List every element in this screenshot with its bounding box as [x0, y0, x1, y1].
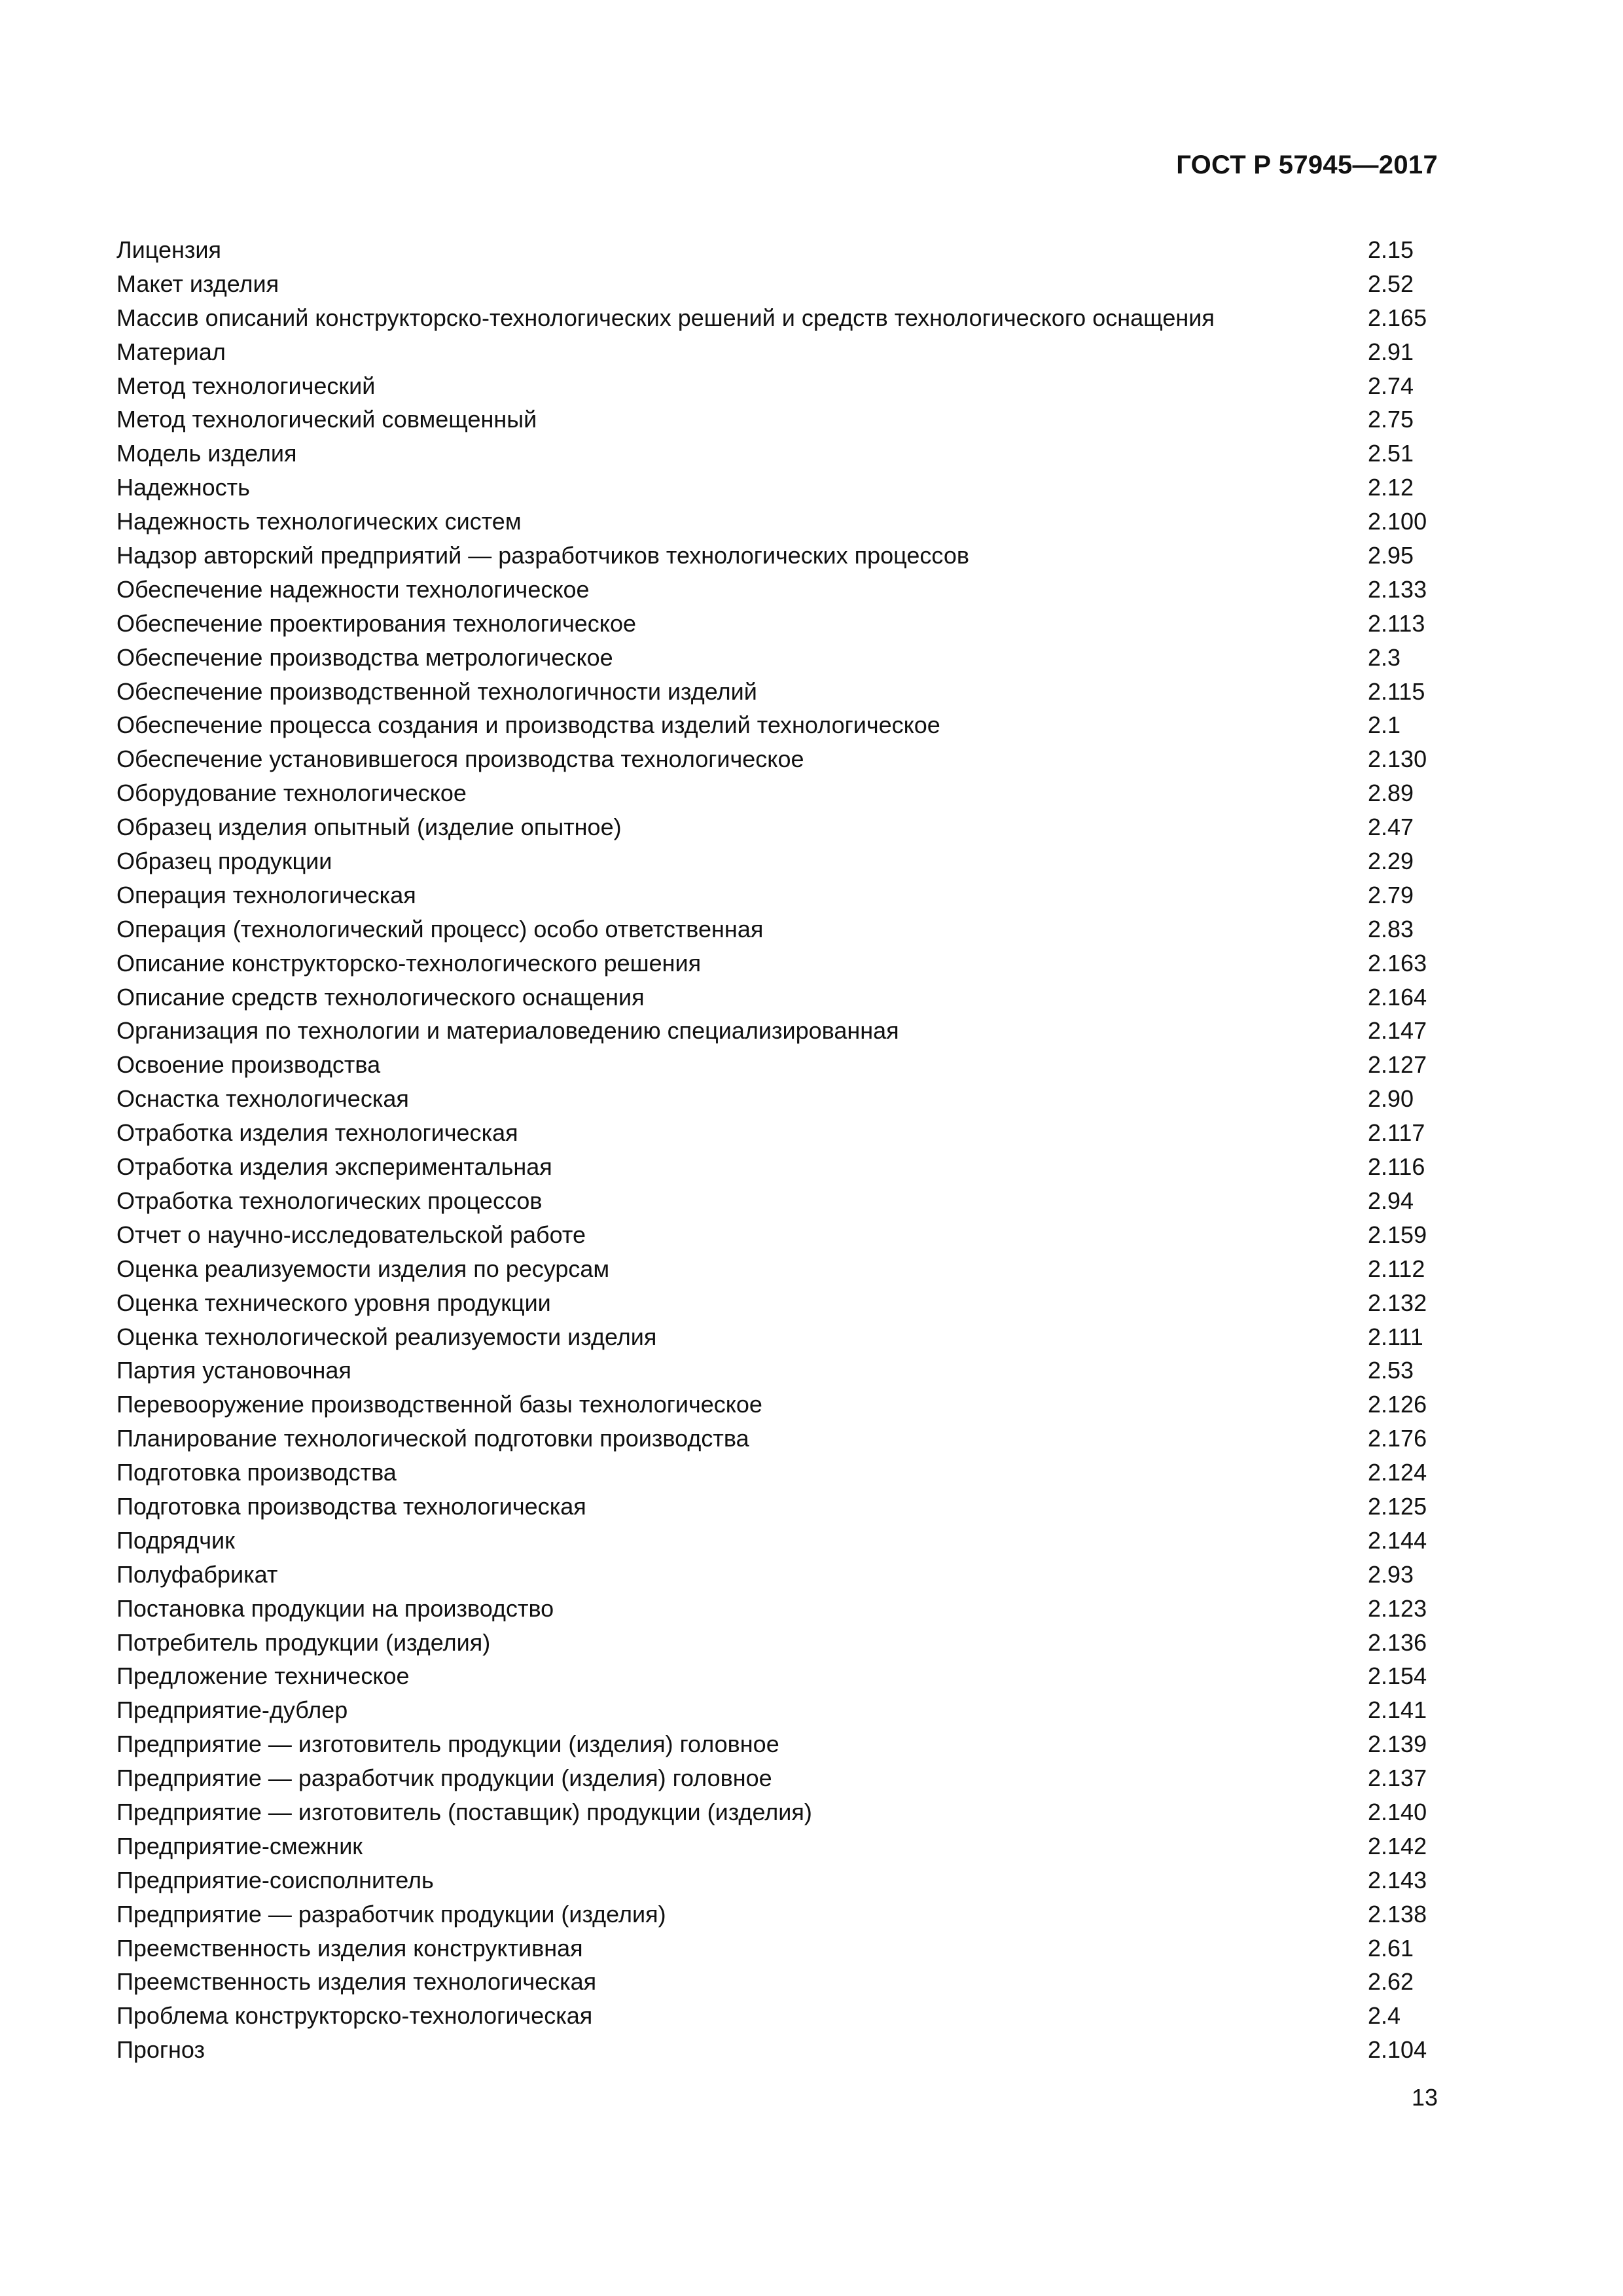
- index-term: Оценка реализуемости изделия по ресурсам: [116, 1255, 610, 1282]
- index-entry: [116, 1456, 1504, 1490]
- index-reference: 2.53: [1368, 1357, 1414, 1384]
- index-term: Оценка технического уровня продукции: [116, 1289, 551, 1316]
- index-term: Предложение техническое: [116, 1662, 410, 1690]
- index-reference: 2.115: [1368, 677, 1425, 705]
- index-reference: 2.29: [1368, 848, 1414, 875]
- index-term: Надежность технологических систем: [116, 508, 522, 535]
- index-entry: [116, 878, 1504, 912]
- index-entry: [116, 1965, 1504, 1999]
- index-term: Полуфабрикат: [116, 1560, 278, 1588]
- index-reference: 2.164: [1368, 983, 1427, 1011]
- index-entry: [116, 844, 1504, 878]
- index-reference: 2.124: [1368, 1459, 1427, 1486]
- index-reference: 2.163: [1368, 949, 1427, 977]
- index-reference: 2.117: [1368, 1119, 1425, 1147]
- index-term: Предприятие — разработчик продукции (изделия) головное: [116, 1765, 772, 1792]
- index-entry: [116, 1931, 1504, 1965]
- index-term: Перевооружение производственной базы технологическое: [116, 1391, 762, 1418]
- index-reference: 2.3: [1368, 643, 1401, 671]
- index-entry: [116, 437, 1504, 471]
- index-reference: 2.176: [1368, 1425, 1427, 1452]
- index-term: Подготовка производства: [116, 1459, 397, 1486]
- index-entry: [116, 776, 1504, 810]
- index-entry: [116, 1659, 1504, 1693]
- index-reference: 2.165: [1368, 304, 1427, 331]
- index-reference: 2.47: [1368, 814, 1414, 841]
- index-reference: 2.154: [1368, 1662, 1427, 1690]
- index-reference: 2.147: [1368, 1017, 1427, 1045]
- index-entry: [116, 1286, 1504, 1320]
- alphabetical-index: [116, 233, 1504, 2067]
- index-entry: [116, 1863, 1504, 1897]
- index-reference: 2.1: [1368, 711, 1401, 739]
- index-reference: 2.95: [1368, 542, 1414, 569]
- index-entry: [116, 810, 1504, 844]
- index-term: Обеспечение проектирования технологическое: [116, 609, 637, 637]
- index-reference: 2.159: [1368, 1221, 1427, 1248]
- index-entry: [116, 980, 1504, 1014]
- index-entry: [116, 403, 1504, 437]
- index-reference: 2.142: [1368, 1832, 1427, 1859]
- index-reference: 2.79: [1368, 881, 1414, 908]
- index-term: Оснастка технологическая: [116, 1085, 409, 1113]
- index-reference: 2.144: [1368, 1526, 1427, 1554]
- index-reference: 2.83: [1368, 915, 1414, 942]
- index-entry: [116, 1761, 1504, 1795]
- index-term: Потребитель продукции (изделия): [116, 1628, 491, 1656]
- index-term: Подрядчик: [116, 1526, 235, 1554]
- index-entry: [116, 675, 1504, 709]
- index-entry: [116, 1218, 1504, 1252]
- index-entry: [116, 1592, 1504, 1626]
- index-entry: [116, 1795, 1504, 1829]
- index-term: Освоение производства: [116, 1051, 381, 1079]
- index-reference: 2.116: [1368, 1153, 1425, 1181]
- index-entry: [116, 1524, 1504, 1558]
- index-entry: [116, 1490, 1504, 1524]
- index-term: Прогноз: [116, 2036, 205, 2064]
- index-term: Проблема конструкторско-технологическая: [116, 2002, 593, 2030]
- index-entry: [116, 1150, 1504, 1184]
- index-entry: [116, 946, 1504, 980]
- index-reference: 2.111: [1368, 1323, 1423, 1350]
- index-entry: [116, 912, 1504, 946]
- index-term: Планирование технологической подготовки производства: [116, 1425, 749, 1452]
- index-reference: 2.125: [1368, 1492, 1427, 1520]
- index-term: Образец изделия опытный (изделие опытное): [116, 814, 622, 841]
- index-reference: 2.93: [1368, 1560, 1414, 1588]
- index-entry: [116, 1626, 1504, 1660]
- index-reference: 2.141: [1368, 1696, 1427, 1724]
- index-term: Отработка технологических процессов: [116, 1187, 543, 1214]
- index-term: Отработка изделия технологическая: [116, 1119, 518, 1147]
- index-term: Образец продукции: [116, 848, 332, 875]
- index-entry: [116, 641, 1504, 675]
- index-term: Партия установочная: [116, 1357, 351, 1384]
- index-entry: [116, 573, 1504, 607]
- index-reference: 2.51: [1368, 440, 1414, 467]
- index-reference: 2.127: [1368, 1051, 1427, 1079]
- index-reference: 2.12: [1368, 474, 1414, 501]
- index-term: Макет изделия: [116, 270, 279, 297]
- index-entry: [116, 2033, 1504, 2067]
- index-term: Метод технологический совмещенный: [116, 406, 537, 433]
- index-entry: [116, 1082, 1504, 1116]
- standard-designation: ГОСТ Р 57945—2017: [1176, 151, 1438, 179]
- index-reference: 2.52: [1368, 270, 1414, 297]
- index-term: Оборудование технологическое: [116, 780, 467, 807]
- index-entry: [116, 1558, 1504, 1592]
- index-term: Предприятие — изготовитель продукции (изделия) головное: [116, 1731, 779, 1758]
- index-term: Отчет о научно-исследовательской работе: [116, 1221, 586, 1248]
- index-reference: 2.90: [1368, 1085, 1414, 1113]
- index-reference: 2.74: [1368, 372, 1414, 399]
- index-term: Преемственность изделия технологическая: [116, 1968, 597, 1996]
- index-reference: 2.89: [1368, 780, 1414, 807]
- index-term: Обеспечение процесса создания и производства изделий технологическое: [116, 711, 940, 739]
- index-entry: [116, 708, 1504, 742]
- index-entry: [116, 335, 1504, 369]
- index-entry: [116, 1829, 1504, 1863]
- index-term: Отработка изделия экспериментальная: [116, 1153, 552, 1181]
- index-entry: [116, 1727, 1504, 1761]
- index-term: Постановка продукции на производство: [116, 1594, 554, 1622]
- index-term: Операция (технологический процесс) особо ответственная: [116, 915, 764, 942]
- page-number: 13: [1411, 2084, 1438, 2111]
- index-reference: 2.112: [1368, 1255, 1425, 1282]
- index-entry: [116, 1014, 1504, 1048]
- index-entry: [116, 1999, 1504, 2033]
- index-entry: [116, 1693, 1504, 1727]
- index-term: Предприятие — разработчик продукции (изделия): [116, 1900, 666, 1928]
- index-entry: [116, 505, 1504, 539]
- index-term: Подготовка производства технологическая: [116, 1492, 586, 1520]
- index-term: Обеспечение производства метрологическое: [116, 643, 613, 671]
- index-term: Описание средств технологического оснащения: [116, 983, 645, 1011]
- index-entry: [116, 471, 1504, 505]
- index-entry: [116, 1048, 1504, 1082]
- index-term: Предприятие-дублер: [116, 1696, 348, 1724]
- index-entry: [116, 1897, 1504, 1931]
- index-entry: [116, 1354, 1504, 1388]
- index-reference: 2.133: [1368, 575, 1427, 603]
- index-reference: 2.104: [1368, 2036, 1427, 2064]
- index-entry: [116, 1184, 1504, 1218]
- index-reference: 2.94: [1368, 1187, 1414, 1214]
- index-term: Оценка технологической реализуемости изделия: [116, 1323, 657, 1350]
- index-entry: [116, 369, 1504, 403]
- index-reference: 2.15: [1368, 236, 1414, 263]
- index-term: Предприятие-соисполнитель: [116, 1866, 434, 1893]
- index-term: Надзор авторский предприятий — разработчиков технологических процессов: [116, 542, 969, 569]
- index-reference: 2.130: [1368, 745, 1427, 773]
- index-entry: [116, 1388, 1504, 1422]
- index-term: Массив описаний конструкторско-технологических решений и средств технологического оснащения: [116, 304, 1215, 331]
- index-term: Обеспечение установившегося производства технологическое: [116, 745, 804, 773]
- index-reference: 2.143: [1368, 1866, 1427, 1893]
- index-entry: [116, 1422, 1504, 1456]
- index-entry: [116, 539, 1504, 573]
- index-reference: 2.139: [1368, 1731, 1427, 1758]
- index-term: Материал: [116, 338, 226, 365]
- index-term: Обеспечение надежности технологическое: [116, 575, 590, 603]
- index-entry: [116, 1320, 1504, 1354]
- index-reference: 2.132: [1368, 1289, 1427, 1316]
- index-term: Метод технологический: [116, 372, 376, 399]
- index-reference: 2.126: [1368, 1391, 1427, 1418]
- index-reference: 2.61: [1368, 1934, 1414, 1962]
- index-reference: 2.138: [1368, 1900, 1427, 1928]
- index-term: Предприятие — изготовитель (поставщик) продукции (изделия): [116, 1798, 812, 1825]
- index-entry: [116, 233, 1504, 267]
- index-entry: [116, 742, 1504, 776]
- index-reference: 2.62: [1368, 1968, 1414, 1996]
- index-term: Операция технологическая: [116, 881, 416, 908]
- index-term: Преемственность изделия конструктивная: [116, 1934, 583, 1962]
- index-term: Лицензия: [116, 236, 221, 263]
- index-reference: 2.136: [1368, 1628, 1427, 1656]
- index-entry: [116, 1116, 1504, 1150]
- index-reference: 2.75: [1368, 406, 1414, 433]
- index-reference: 2.100: [1368, 508, 1427, 535]
- index-entry: [116, 267, 1504, 301]
- index-term: Модель изделия: [116, 440, 297, 467]
- index-entry: [116, 607, 1504, 641]
- index-reference: 2.4: [1368, 2002, 1401, 2030]
- index-term: Описание конструкторско-технологического решения: [116, 949, 702, 977]
- index-reference: 2.140: [1368, 1798, 1427, 1825]
- index-term: Надежность: [116, 474, 250, 501]
- index-entry: [116, 1252, 1504, 1286]
- index-reference: 2.91: [1368, 338, 1414, 365]
- index-term: Предприятие-смежник: [116, 1832, 363, 1859]
- index-term: Обеспечение производственной технологичности изделий: [116, 677, 757, 705]
- index-reference: 2.123: [1368, 1594, 1427, 1622]
- index-entry: [116, 301, 1504, 335]
- index-term: Организация по технологии и материаловедению специализированная: [116, 1017, 899, 1045]
- index-reference: 2.113: [1368, 609, 1425, 637]
- index-reference: 2.137: [1368, 1765, 1427, 1792]
